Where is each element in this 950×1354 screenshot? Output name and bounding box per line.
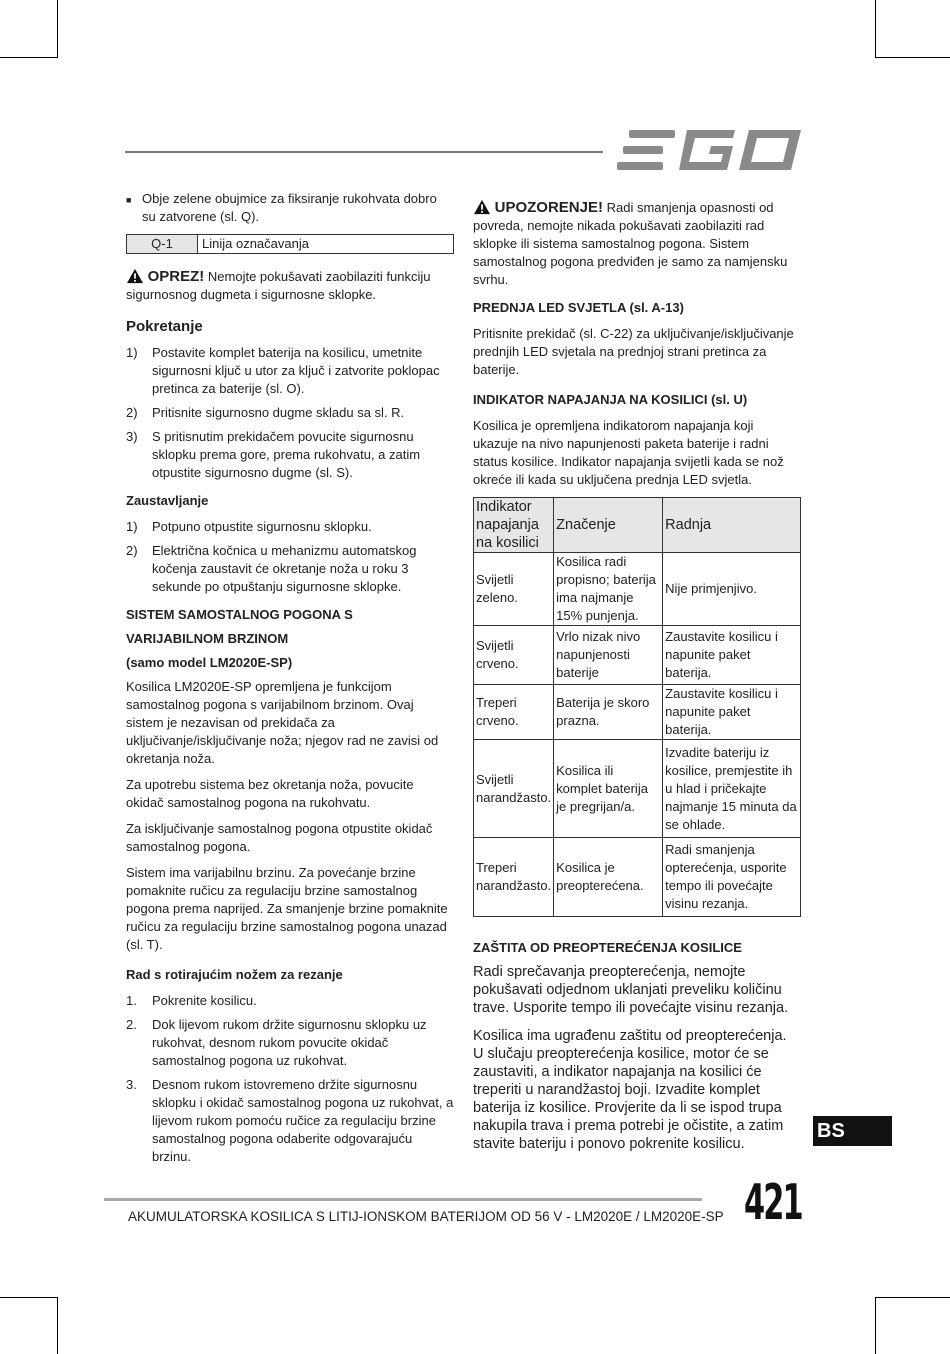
crop-mark <box>0 1297 58 1298</box>
footer-title: AKUMULATORSKA KOSILICA S LITIJ-IONSKOM BATERIJOM OD 56 V - LM2020E / LM2020E-SP <box>128 1209 724 1224</box>
ego-logo <box>617 130 801 170</box>
paragraph: Sistem ima varijabilnu brzinu. Za povećanje brzine pomaknite ručicu za regulaciju brzine samostalnog pogona prema naprijed. Za smanjenje brzine pomaknite ručicu za regulaciju brzine samostalnog pogona unazad (sl. T). <box>126 865 448 952</box>
led-heading: PREDNJA LED SVJETLA (sl. A-13) <box>473 300 684 315</box>
crop-mark <box>875 1297 876 1354</box>
caution-title: OPREZ! <box>147 268 205 285</box>
caution-text: Nemojte pokušavati zaobilaziti funkciju sigurnosnog dugmeta i sigurnosne sklopke. <box>126 269 431 302</box>
paragraph: Za upotrebu sistema bez okretanja noža, povucite okidač samostalnog pogona na rukohvatu. <box>126 777 414 810</box>
warning-icon <box>126 268 144 284</box>
warning-icon <box>473 199 491 215</box>
danger-notice <box>473 199 801 289</box>
table-row: Treperi crveno. Baterija je skoro prazna. Zaustavite kosilicu i napunite paket baterija. <box>474 685 801 740</box>
header-rule <box>125 151 603 153</box>
list-item: 3. Desnom rukom istovremeno držite sigurnosnu sklopku i okidač samostalnog pogona uz rukohvat, a lijevom rukom pomoću ručice za regulaciju brzine samostalnog pogona odaberite odgovarajuću brzinu. <box>126 1077 454 1164</box>
danger-title: UPOZORENJE! <box>494 199 603 216</box>
crop-mark <box>57 0 58 58</box>
overload-paragraph: Radi sprečavanja preopterećenja, nemojte pokušavati odjednom uklanjati preveliku količinu trave. Usporite tempo ili povećajte visinu rezanja. <box>473 964 789 1016</box>
language-tab: BS <box>813 1116 892 1146</box>
table-header-row <box>474 498 801 553</box>
bullet-text: Obje zelene obujmice za fiksiranje rukohvata dobro su zatvorene (sl. Q). <box>142 191 437 224</box>
paragraph: Za isključivanje samostalnog pogona otpustite okidač samostalnog pogona. <box>126 821 433 854</box>
list-item: 2. Dok lijevom rukom držite sigurnosnu sklopku uz rukohvat, desnom rukom povucite okidač samostalnog pogona uz rukohvat. <box>126 1017 427 1068</box>
list-item: 2) Pritisnite sigurnosno dugme skladu sa sl. R. <box>126 405 405 420</box>
sp-heading-line2: VARIJABILNOM BRZINOM <box>126 631 289 646</box>
crop-mark <box>875 57 950 58</box>
stop-heading: Zaustavljanje <box>126 493 209 508</box>
blade-steps <box>126 992 454 1166</box>
stop-steps <box>126 518 454 596</box>
left-column <box>126 190 454 1176</box>
blade-heading: Rad s rotirajućim nožem za rezanje <box>126 967 343 982</box>
right-column <box>473 199 801 1161</box>
list-item: 1) Postavite komplet baterija na kosilicu, umetnite sigurnosni ključ u utor za ključ i zatvorite poklopac pretinca za baterije (sl. O). <box>126 345 440 396</box>
indicator-heading: INDIKATOR NAPAJANJA NA KOSILICI (sl. U) <box>473 392 748 407</box>
sp-heading-line1: SISTEM SAMOSTALNOG POGONA S <box>126 607 353 622</box>
column-header: Značenje <box>554 498 663 553</box>
bullet-item <box>126 190 454 226</box>
indicator-text: Kosilica je opremljena indikatorom napajanja koji ukazuje na nivo napunjenosti paketa baterije i radni status kosilice. Indikator napajanja svijetli kada se nož okreće ili kada su uključena prednja LED svjetla. <box>473 418 784 487</box>
square-bullet-icon: ■ <box>126 195 132 205</box>
caution-notice <box>126 268 454 304</box>
column-header: Indikator napajanja na kosilici <box>474 498 554 553</box>
legend-table <box>126 234 454 254</box>
start-steps <box>126 344 454 482</box>
start-heading: Pokretanje <box>126 318 203 335</box>
list-item: 3) S pritisnutim prekidačem povucite sigurnosnu sklopku prema gore, prema rukohvatu, a zatim otpustite sigurnosno dugme (sl. S). <box>126 429 421 480</box>
overload-heading: ZAŠTITA OD PREOPTEREĆENJA KOSILICE <box>473 940 742 955</box>
crop-mark <box>57 1297 58 1354</box>
crop-mark <box>875 0 876 58</box>
page-number: 421 <box>744 1174 802 1231</box>
crop-mark <box>0 57 58 58</box>
column-header: Radnja <box>663 498 801 553</box>
sp-heading-line3: (samo model LM2020E-SP) <box>126 655 293 670</box>
paragraph: Kosilica LM2020E-SP opremljena je funkcijom samostalnog pogona s varijabilnom brzinom. Ovaj sistem je nezavisan od prekidača za uključivanje/isključivanje noža; njegov rad ne zavisi od okretanja noža. <box>126 679 439 766</box>
list-item: 1. Pokrenite kosilicu. <box>126 993 257 1008</box>
legend-value: Linija označavanja <box>198 235 454 254</box>
table-row: Treperi narandžasto. Kosilica je preopterećena. Radi smanjenja opterećenja, usporite tempo ili povećajte visinu rezanja. <box>474 838 801 917</box>
led-text: Pritisnite prekidač (sl. C-22) za uključivanje/isključivanje prednjih LED svjetala na prednjoj strani pretinca za baterije. <box>473 326 794 377</box>
overload-paragraph: Kosilica ima ugrađenu zaštitu od preopterećenja. U slučaju preopterećenja kosilice, motor će se zaustaviti, a indikator napajanja na kosilici će treperiti u narandžastoj boji. Izvadite komplet baterija iz kosilice. Provjerite da li se ispod trupa nakupila trava i prema potrebi je očistite, a zatim stavite bateriju i ponovo pokrenite kosilicu. <box>473 1028 787 1152</box>
table-row: Svijetli narandžasto. Kosilica ili komplet baterija je pregrijan/a. Izvadite bateriju iz kosilice, premjestite ih u hlad i pričekajte najmanje 15 minuta da se ohlade. <box>474 740 801 838</box>
table-row: Svijetli crveno. Vrlo nizak nivo napunjenosti baterije Zaustavite kosilicu i napunite paket baterija. <box>474 626 801 685</box>
legend-key: Q-1 <box>127 235 198 254</box>
list-item: 2) Električna kočnica u mehanizmu automatskog kočenja zaustavit će okretanje noža u roku 3 sekunde po otpuštanju sigurnosne sklopke. <box>126 543 417 594</box>
crop-mark <box>875 1297 950 1298</box>
danger-text: Radi smanjenja opasnosti od povreda, nemojte nikada pokušavati zaobilaziti rad sklopke ili sistema samostalnog pogona. Sistem samostalnog pogona predviđen je samo za namjensku svrhu. <box>473 200 788 287</box>
list-item: 1) Potpuno otpustite sigurnosnu sklopku. <box>126 519 372 534</box>
indicator-table <box>473 497 801 917</box>
table-row: Svijetli zeleno. Kosilica radi propisno; baterija ima najmanje 15% punjenja. Nije primjenjivo. <box>474 553 801 626</box>
footer-rule <box>104 1198 702 1201</box>
